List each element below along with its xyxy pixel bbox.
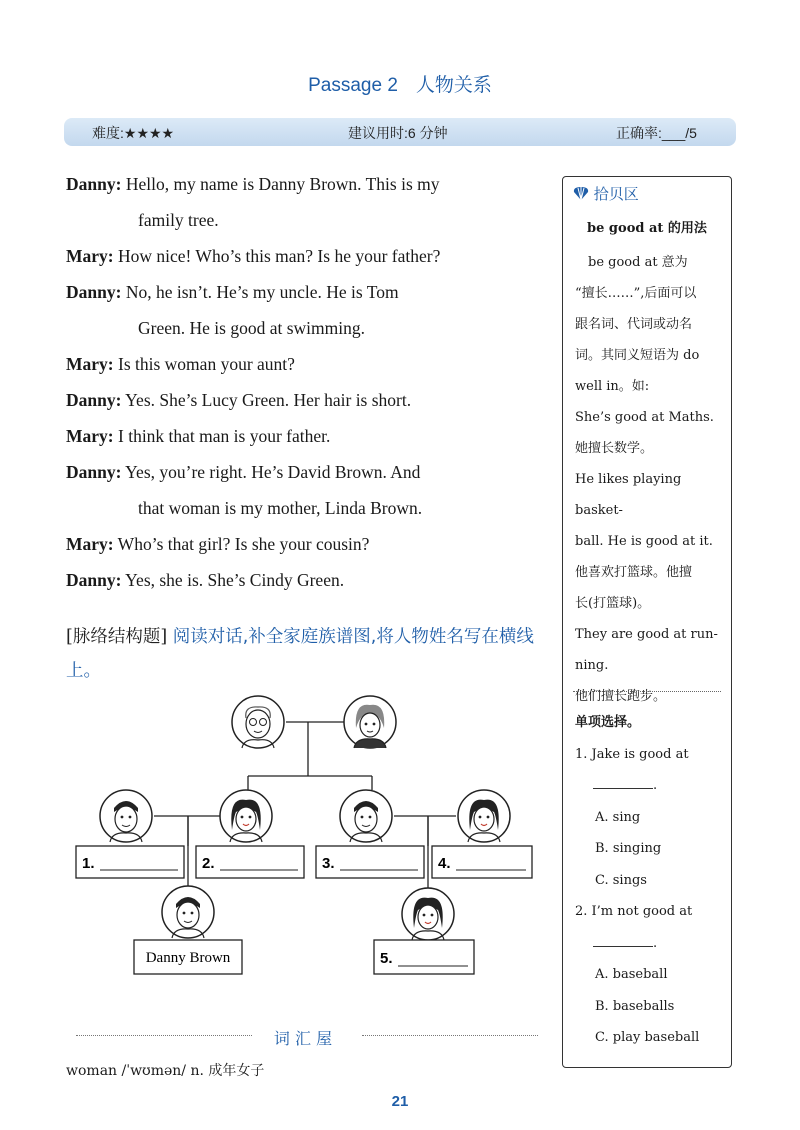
cindy-portrait [402, 888, 454, 940]
task-tag: [脉络结构题] [66, 627, 168, 647]
vocab-heading: 词 汇 屋 [273, 1029, 333, 1048]
speaker-name: Mary [66, 354, 108, 374]
tip-line: be good at 意为 [575, 255, 688, 270]
dialogue-text: How nice! Who’s this man? Is he your father? [113, 246, 441, 266]
name-box-2-label: 2. [202, 855, 215, 872]
grandfather-portrait [232, 696, 284, 748]
difficulty-rating: 难度:★★★★ [92, 125, 175, 141]
quiz-question-2: 2. I’m not good at [575, 904, 693, 919]
sidebar-tip-box [562, 176, 732, 1068]
speaker-name: Danny [66, 570, 116, 590]
quiz-option[interactable]: A. baseball [595, 967, 668, 982]
sidebar-quiz: 单项选择。 1. Jake is good at . A. sing B. singing C. sings 2. I’m not good at . A. baseball B. baseballs C. play baseball [575, 707, 725, 1054]
tip-line: 她擅长数学。 [575, 441, 654, 456]
speaker-sep: : [115, 570, 122, 590]
tip-line: “擅长……”,后面可以 [575, 286, 697, 301]
tip-line: He likes playing basket- [575, 472, 682, 518]
sidebar-tip-text [575, 247, 723, 712]
danny-name-label: Danny Brown [145, 950, 231, 966]
dialogue-line [66, 382, 552, 418]
dialogue-line [66, 454, 552, 490]
dialogue-line [66, 346, 552, 382]
suggested-time: 建议用时:6 分钟 [348, 125, 448, 141]
name-box-1-label: 1. [82, 855, 95, 872]
quiz-option[interactable]: B. singing [595, 841, 662, 856]
speaker-sep: : [115, 390, 122, 410]
dialogue [66, 166, 552, 598]
sidebar-heading-text: 拾贝区 [593, 185, 639, 203]
speaker-name: Mary [66, 426, 108, 446]
speaker-sep: : [107, 354, 114, 374]
mother-portrait [458, 790, 510, 842]
dialogue-text: Who’s that girl? Is she your cousin? [113, 534, 370, 554]
quiz-option[interactable]: C. play baseball [595, 1030, 700, 1045]
dialogue-text: Is this woman your aunt? [113, 354, 295, 374]
vocab-entry: woman /ˈwʊmən/ n. 成年女子 [66, 1063, 265, 1079]
tip-line: They are good at run- [575, 627, 718, 642]
answer-blank-1[interactable] [593, 774, 653, 789]
quiz-option[interactable]: B. baseballs [595, 998, 675, 1014]
tip-line: 长(打篮球)。 [575, 596, 651, 611]
dialogue-text: I think that man is your father. [113, 426, 331, 446]
tip-line: 词。其同义短语为 do [575, 348, 700, 363]
tip-line: She’s good at Maths. [575, 410, 714, 425]
name-box-4-label: 4. [438, 855, 451, 872]
passage-title [0, 70, 800, 97]
speaker-sep: : [115, 174, 122, 194]
tip-line: 他喜欢打篮球。他擅 [575, 565, 693, 580]
dialogue-line [66, 562, 552, 598]
dialogue-line [66, 526, 552, 562]
dialogue-line [66, 418, 552, 454]
speaker-name: Mary [66, 534, 108, 554]
dialogue-line [66, 274, 552, 310]
quiz-question-1: 1. Jake is good at [575, 746, 689, 762]
dialogue-text: Yes, you’re right. He’s David Brown. And [121, 462, 421, 482]
dialogue-continuation: that woman is my mother, Linda Brown. [138, 498, 423, 518]
quiz-title: 单项选择。 [575, 715, 641, 730]
dialogue-text: No, he isn’t. He’s my uncle. He is Tom [121, 282, 399, 302]
speaker-name: Danny [66, 390, 116, 410]
shell-icon [573, 186, 589, 201]
sidebar-divider [573, 691, 721, 692]
passage-topic: 人物关系 [415, 75, 492, 96]
speaker-name: Danny [66, 174, 116, 194]
page-number: 21 [391, 1093, 409, 1110]
speaker-sep: : [107, 426, 114, 446]
speaker-sep: : [115, 282, 122, 302]
dialogue-continuation: Green. He is good at swimming. [138, 318, 365, 338]
uncle-portrait [100, 790, 152, 842]
speaker-name: Danny [66, 282, 116, 302]
dialogue-line [66, 238, 552, 274]
tip-line: 他们擅长跑步。 [575, 689, 667, 704]
family-tree-diagram [60, 686, 550, 986]
sidebar-heading [573, 183, 639, 204]
sidebar-subtitle: be good at 的用法 [587, 221, 707, 236]
accuracy-rate: 正确率:___/5 [616, 125, 697, 141]
father-portrait [340, 790, 392, 842]
dialogue-text: Yes, she is. She’s Cindy Green. [121, 570, 345, 590]
task-text: 阅读对话,补全家庭族谱图,将人物姓名写在横线上。 [66, 627, 534, 681]
task-instruction [66, 620, 552, 688]
tip-line: well in。如: [575, 379, 650, 394]
danny-portrait [162, 886, 214, 938]
tip-line: ball. He is good at it. [575, 534, 713, 549]
quiz-option[interactable]: A. sing [595, 809, 641, 825]
speaker-sep: : [115, 462, 122, 482]
grandmother-portrait [344, 696, 396, 748]
tip-line: 跟名词、代词或动名 [575, 317, 693, 332]
passage-label: Passage 2 [308, 75, 398, 96]
dialogue-text: Yes. She’s Lucy Green. Her hair is short. [121, 390, 412, 410]
speaker-sep: : [107, 534, 114, 554]
dialogue-text: Hello, my name is Danny Brown. This is my [121, 174, 440, 194]
tip-line: ning. [575, 658, 609, 673]
dialogue-continuation: family tree. [138, 210, 219, 230]
speaker-name: Danny [66, 462, 116, 482]
dialogue-line [66, 166, 552, 202]
quiz-option[interactable]: C. sings [595, 872, 647, 888]
name-box-3-label: 3. [322, 855, 335, 872]
speaker-name: Mary [66, 246, 108, 266]
name-box-5-label: 5. [380, 950, 393, 967]
answer-blank-2[interactable] [593, 932, 653, 947]
info-bar [64, 118, 736, 146]
speaker-sep: : [107, 246, 114, 266]
aunt-portrait [220, 790, 272, 842]
